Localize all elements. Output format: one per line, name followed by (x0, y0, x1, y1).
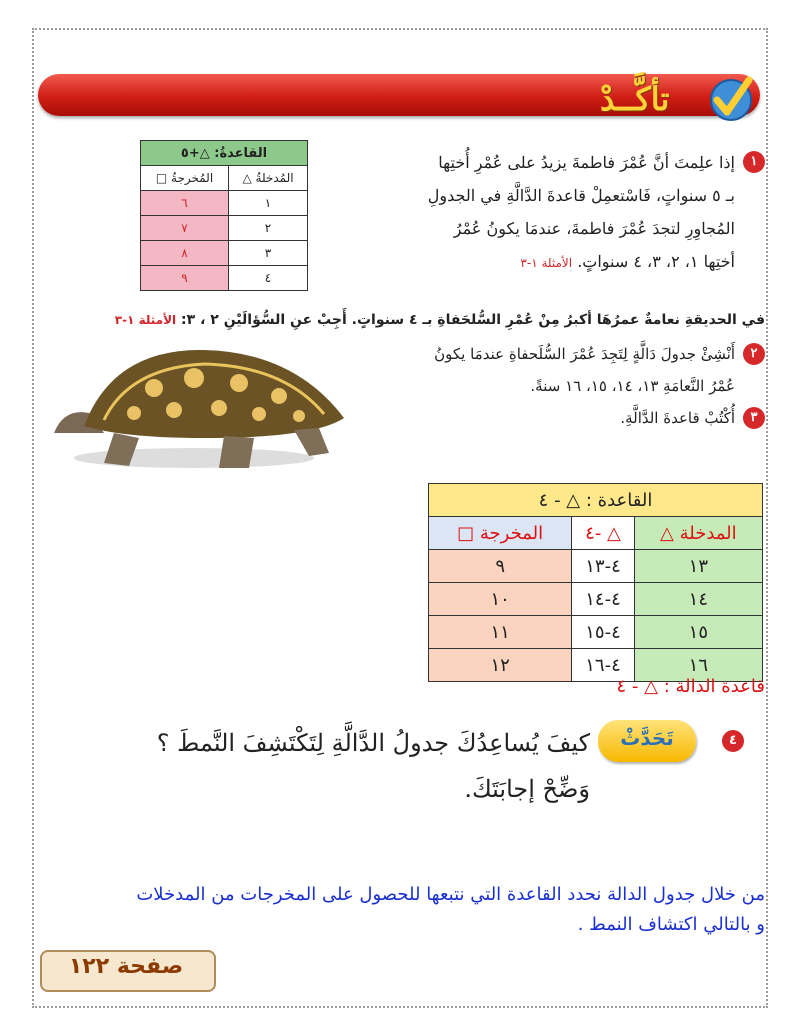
table-cell: ٤-١٤ (572, 583, 634, 616)
table-cell: ٩ (429, 550, 572, 583)
question-number-badge: ٤ (722, 730, 744, 752)
question-line: أُكْتُبْ قاعدةَ الدَّالَّةِ. (620, 409, 735, 427)
table-cell: ٤ (229, 266, 308, 291)
table-cell-answer: ٧ (141, 216, 229, 241)
function-rule-answer: قاعدة الدالة : △ - ٤ (616, 676, 765, 697)
table-cell: ١٢ (429, 649, 572, 682)
table-cell-answer: ٦ (141, 191, 229, 216)
table-cell: ١١ (429, 616, 572, 649)
question-line-text: أختِها ١، ٢، ٣، ٤ سنواتٍ. (577, 252, 735, 271)
rule-table-answer (428, 483, 763, 682)
table-title: القاعدة : △ - ٤ (429, 484, 763, 517)
speech-bubble-label: تَحَدَّثْ (620, 726, 674, 750)
table-cell: ٤-١٣ (572, 550, 634, 583)
question-line: المُجاوِرِ لتجدَ عُمْرَ فاطمةَ، عندمَا يكونُ عُمْرُ (453, 219, 735, 238)
table-cell: ١٣ (634, 550, 762, 583)
column-header: المُخرجةُ □ (141, 166, 229, 191)
table-cell-answer: ٨ (141, 241, 229, 266)
table-row (429, 616, 763, 649)
table-cell: ٤-١٥ (572, 616, 634, 649)
table-cell-answer: ٩ (141, 266, 229, 291)
table-row (141, 241, 308, 266)
page-number: صفحة ١٢٢ (68, 954, 184, 979)
table-cell: ١٦ (634, 649, 762, 682)
table-cell: ١ (229, 191, 308, 216)
examples-reference: الأمثلة ١-٣ (114, 313, 177, 327)
table-cell: ١٥ (634, 616, 762, 649)
table-row (141, 191, 308, 216)
question-4 (90, 720, 590, 812)
question-number-badge: ٣ (743, 407, 765, 429)
column-header: المخرجة □ (429, 517, 572, 550)
checkmark-icon (705, 72, 757, 124)
table-row (429, 550, 763, 583)
group-intro (40, 312, 765, 328)
question-2 (420, 338, 765, 434)
table-title: القاعدةُ: △+٥ (141, 141, 308, 166)
question-number-badge: ٢ (743, 343, 765, 365)
question-3 (420, 402, 765, 434)
table-cell: ١٠ (429, 583, 572, 616)
column-header: المُدخلةُ △ (229, 166, 308, 191)
question-line: عُمْرُ النَّعامَةِ ١٣، ١٤، ١٥، ١٦ سنةً. (530, 377, 735, 395)
table-cell: ١٤ (634, 583, 762, 616)
table-row (141, 266, 308, 291)
question-1 (420, 146, 765, 280)
table-row (429, 583, 763, 616)
section-title: تأكَّــدْ (600, 80, 670, 118)
rule-table-small (140, 140, 308, 291)
intro-text: في الحديقةِ نعامةٌ عمرُهَا أكبرُ مِنْ عُمْرِ السُّلحَفاةِ بـ ٤ سنواتٍ. أَجِبْ عنِ السُّؤالَيْنِ ٢ ، ٣: (181, 312, 765, 328)
question-line: أَنْشِئْ جدولَ دَالَّةٍ لِتَجِدَ عُمْرَ السُّلَحفاةِ عندمَا يكونُ (434, 345, 735, 363)
column-header: المدخلة △ (634, 517, 762, 550)
answer-line: من خلال جدول الدالة نحدد القاعدة التي نتبعها للحصول على المخرجات من المدخلات (136, 884, 765, 905)
table-cell: ٢ (229, 216, 308, 241)
examples-reference: الأمثلة ١-٣ (520, 256, 573, 270)
question-line: وَضِّحْ إجابَتَكَ. (464, 775, 590, 803)
question-line (420, 245, 765, 280)
tortoise-image (44, 338, 364, 473)
table-row (141, 216, 308, 241)
answer-text (40, 880, 765, 940)
question-line: كيفَ يُساعِدُكَ جدولُ الدَّالَّةِ لِتَكْتَشِفَ النَّمطَ ؟ (156, 729, 590, 757)
question-line: إذا علِمتَ أنَّ عُمْرَ فاطمةَ يزيدُ على عُمْرِ أُختِها (438, 153, 735, 172)
table-cell: ٤-١٦ (572, 649, 634, 682)
column-header: △ -٤ (572, 517, 634, 550)
table-cell: ٣ (229, 241, 308, 266)
question-number-badge: ١ (743, 151, 765, 173)
question-line: بـ ٥ سنواتٍ، فَاسْتعمِلْ قاعدةَ الدَّالَّةِ في الجدولِ (427, 186, 735, 205)
answer-line: و بالتالي اكتشاف النمط . (577, 914, 765, 935)
